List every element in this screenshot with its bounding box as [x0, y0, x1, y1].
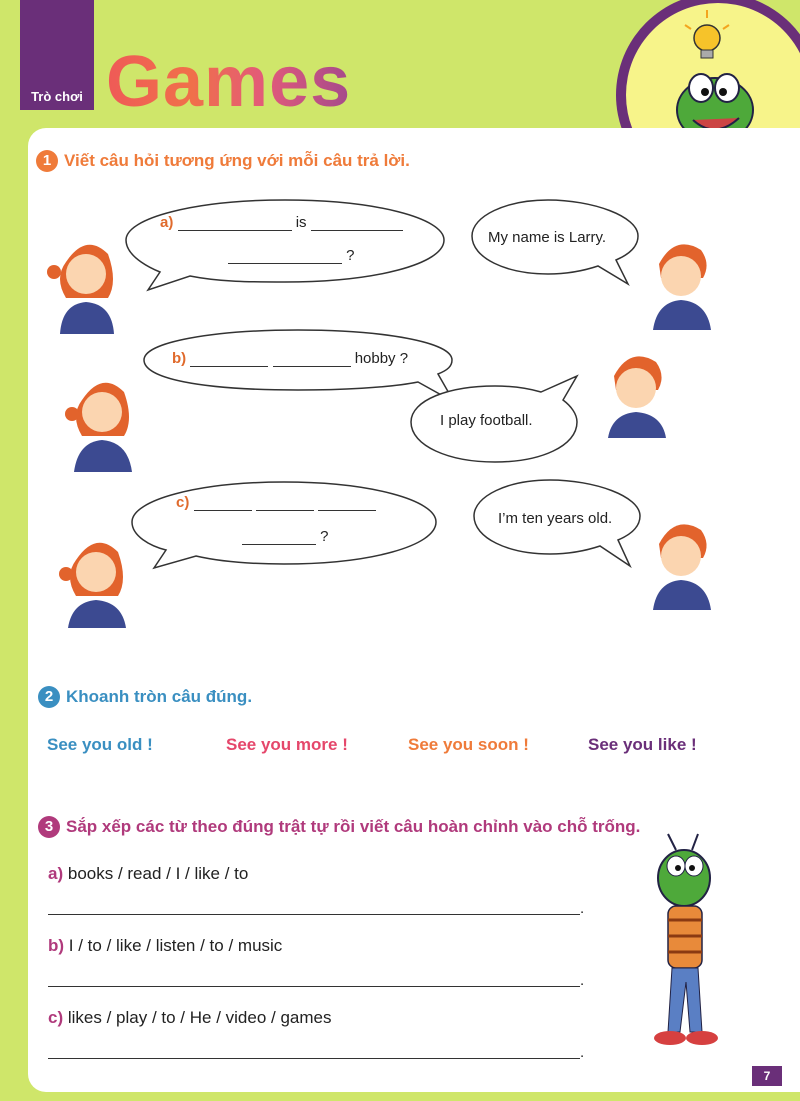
ex1-c-line2: [242, 528, 329, 545]
ex3-item-c: [48, 1008, 331, 1028]
ex3-a-words: books / read / I / like / to: [67, 864, 249, 883]
boy-figure-c: [645, 508, 720, 613]
speech-bubble-a-answer: [468, 196, 643, 296]
ex1-number: 1: [36, 150, 58, 172]
ex1-a-qmark: ?: [346, 247, 355, 264]
ex1-a-label: a): [160, 214, 174, 231]
ex1-a-blank-3[interactable]: [228, 249, 342, 264]
ex2-option-1[interactable]: See you old !: [47, 735, 153, 754]
ex1-b-blank-1[interactable]: [190, 352, 268, 367]
ex3-a-label: a): [48, 864, 64, 883]
ex3-c-period: .: [580, 1044, 585, 1061]
ex2-instruction: Khoanh tròn câu đúng.: [66, 687, 253, 706]
ex1-a-blank-2[interactable]: [311, 216, 403, 231]
girl-figure-c: [56, 530, 136, 630]
ex1-c-line1: [176, 494, 376, 511]
page-title: Games: [106, 42, 352, 122]
ex3-c-words: likes / play / to / He / video / games: [67, 1008, 332, 1027]
boy-figure-b: [590, 340, 680, 440]
ex1-heading: [36, 150, 410, 172]
ex1-instruction: Viết câu hỏi tương ứng với mỗi câu trả lời.: [64, 151, 410, 170]
ex1-a-word: is: [295, 214, 307, 231]
ex3-instruction: Sắp xếp các từ theo đúng trật tự rồi viết câu hoàn chỉnh vào chỗ trống.: [66, 817, 641, 836]
girl-figure-a: [46, 232, 126, 337]
speech-bubble-a-question: [120, 196, 450, 296]
ex2-heading: [38, 686, 252, 708]
ex1-b-answer: I play football.: [440, 412, 533, 429]
ex2-option-2[interactable]: See you more !: [226, 735, 348, 754]
ex2-number: 2: [38, 686, 60, 708]
ex1-b-label: b): [172, 350, 187, 367]
ex1-a-line1: [160, 214, 403, 231]
boy-figure-a: [645, 228, 720, 333]
ex1-b-blank-2[interactable]: [273, 352, 351, 367]
ex1-c-blank-1[interactable]: [194, 496, 252, 511]
ex3-b-label: b): [48, 936, 65, 955]
ex3-item-b: [48, 936, 282, 956]
ex1-a-answer: My name is Larry.: [488, 229, 607, 246]
ex1-c-blank-3[interactable]: [318, 496, 376, 511]
ex1-a-blank-1[interactable]: [178, 216, 292, 231]
ex3-heading: [38, 816, 640, 838]
ex3-a-answer-line[interactable]: [48, 914, 580, 915]
ex2-option-3[interactable]: See you soon !: [408, 735, 529, 754]
ex3-b-period: .: [580, 972, 585, 989]
ex1-c-blank-4[interactable]: [242, 530, 316, 545]
ex1-c-answer: I’m ten years old.: [498, 510, 613, 527]
ex3-b-answer-line[interactable]: [48, 986, 580, 987]
ex3-item-a: [48, 864, 248, 884]
ex2-option-4[interactable]: See you like !: [588, 735, 697, 754]
ex1-c-label: c): [176, 494, 190, 511]
ex3-c-answer-line[interactable]: [48, 1058, 580, 1059]
grasshopper-standing-icon: [640, 832, 740, 1062]
ex3-c-label: c): [48, 1008, 64, 1027]
ex3-a-period: .: [580, 900, 585, 917]
ex1-c-qmark: ?: [320, 528, 329, 545]
section-tag: [20, 0, 94, 110]
ex3-number: 3: [38, 816, 60, 838]
ex1-b-word: hobby ?: [354, 350, 409, 367]
ex1-b-line: [172, 350, 408, 367]
section-tag-label: Trò chơi: [31, 89, 83, 104]
ex1-a-line2: [228, 247, 355, 264]
page-number: 7: [752, 1066, 782, 1086]
speech-bubble-c-question: [126, 478, 442, 570]
ex1-c-blank-2[interactable]: [256, 496, 314, 511]
ex3-b-words: I / to / like / listen / to / music: [68, 936, 283, 955]
